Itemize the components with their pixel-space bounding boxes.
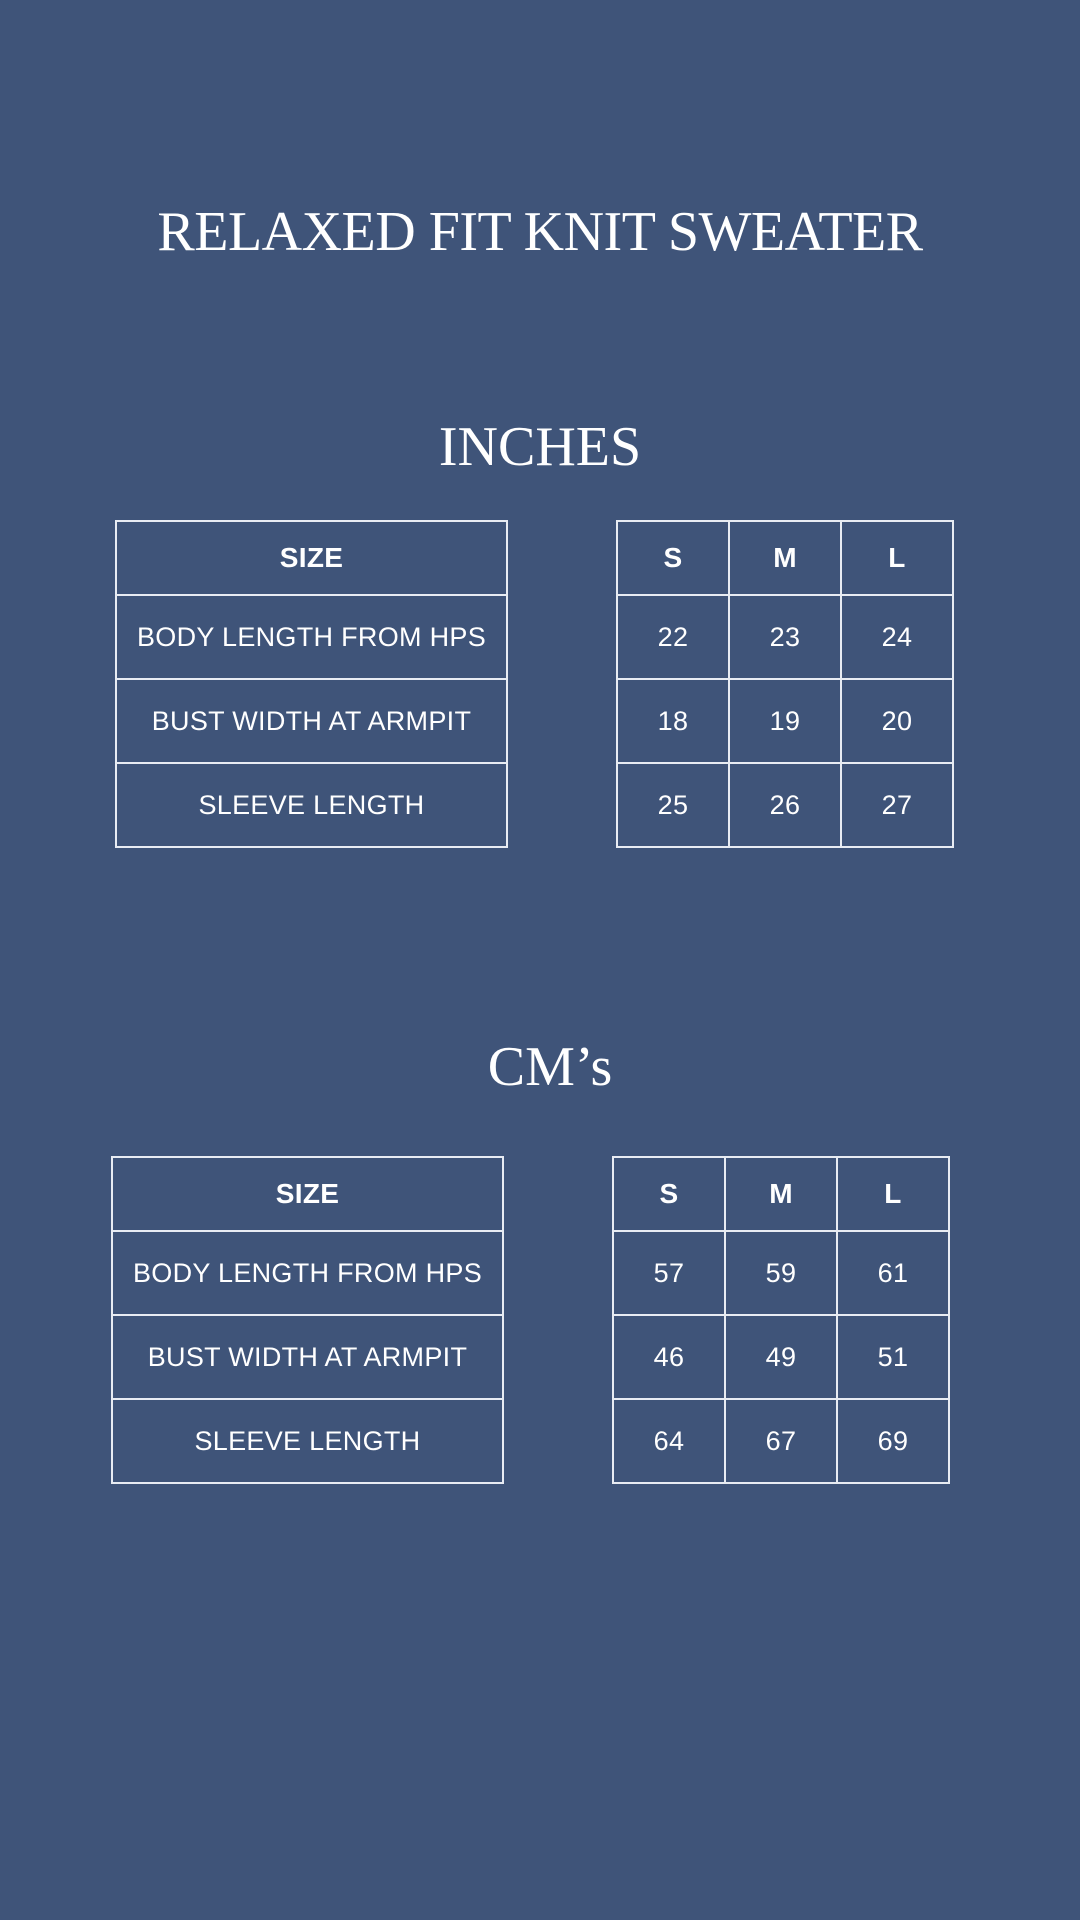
- table-row: [613, 1231, 949, 1315]
- value-cell: 24: [841, 595, 953, 679]
- section-heading-inches: INCHES: [438, 416, 642, 478]
- value-cell: 25: [617, 763, 729, 847]
- table-header-row: [613, 1157, 949, 1231]
- inches-measurement-labels-table: [115, 520, 508, 848]
- value-cell: 51: [837, 1315, 949, 1399]
- value-cell: 18: [617, 679, 729, 763]
- table-row: [116, 595, 507, 679]
- table-header-row: [112, 1157, 503, 1231]
- section-heading-cms: CM’s: [487, 1036, 613, 1098]
- inches-size-values-table: [616, 520, 954, 848]
- value-cell: 22: [617, 595, 729, 679]
- table-row: [116, 679, 507, 763]
- size-s-header: S: [617, 521, 729, 595]
- cms-measurement-labels-table: [111, 1156, 504, 1484]
- value-cell: 67: [725, 1399, 837, 1483]
- measurement-label-body-length: BODY LENGTH FROM HPS: [116, 595, 507, 679]
- value-cell: 20: [841, 679, 953, 763]
- value-cell: 61: [837, 1231, 949, 1315]
- value-cell: 26: [729, 763, 841, 847]
- measurement-label-sleeve-length: SLEEVE LENGTH: [116, 763, 507, 847]
- size-header-cell: SIZE: [116, 521, 507, 595]
- table-row: [116, 763, 507, 847]
- size-s-header: S: [613, 1157, 725, 1231]
- table-row: [613, 1315, 949, 1399]
- table-row: [112, 1315, 503, 1399]
- value-cell: 64: [613, 1399, 725, 1483]
- size-m-header: M: [725, 1157, 837, 1231]
- value-cell: 19: [729, 679, 841, 763]
- measurement-label-sleeve-length: SLEEVE LENGTH: [112, 1399, 503, 1483]
- measurement-label-bust-width: BUST WIDTH AT ARMPIT: [116, 679, 507, 763]
- measurement-label-body-length: BODY LENGTH FROM HPS: [112, 1231, 503, 1315]
- value-cell: 23: [729, 595, 841, 679]
- table-header-row: [617, 521, 953, 595]
- table-row: [112, 1231, 503, 1315]
- value-cell: 59: [725, 1231, 837, 1315]
- size-m-header: M: [729, 521, 841, 595]
- page-title: RELAXED FIT KNIT SWEATER: [157, 201, 923, 263]
- measurement-label-bust-width: BUST WIDTH AT ARMPIT: [112, 1315, 503, 1399]
- table-row: [613, 1399, 949, 1483]
- table-header-row: [116, 521, 507, 595]
- cms-size-values-table: [612, 1156, 950, 1484]
- size-l-header: L: [837, 1157, 949, 1231]
- table-row: [617, 595, 953, 679]
- value-cell: 46: [613, 1315, 725, 1399]
- value-cell: 27: [841, 763, 953, 847]
- table-row: [112, 1399, 503, 1483]
- table-row: [617, 679, 953, 763]
- table-row: [617, 763, 953, 847]
- value-cell: 57: [613, 1231, 725, 1315]
- size-header-cell: SIZE: [112, 1157, 503, 1231]
- value-cell: 49: [725, 1315, 837, 1399]
- value-cell: 69: [837, 1399, 949, 1483]
- size-l-header: L: [841, 521, 953, 595]
